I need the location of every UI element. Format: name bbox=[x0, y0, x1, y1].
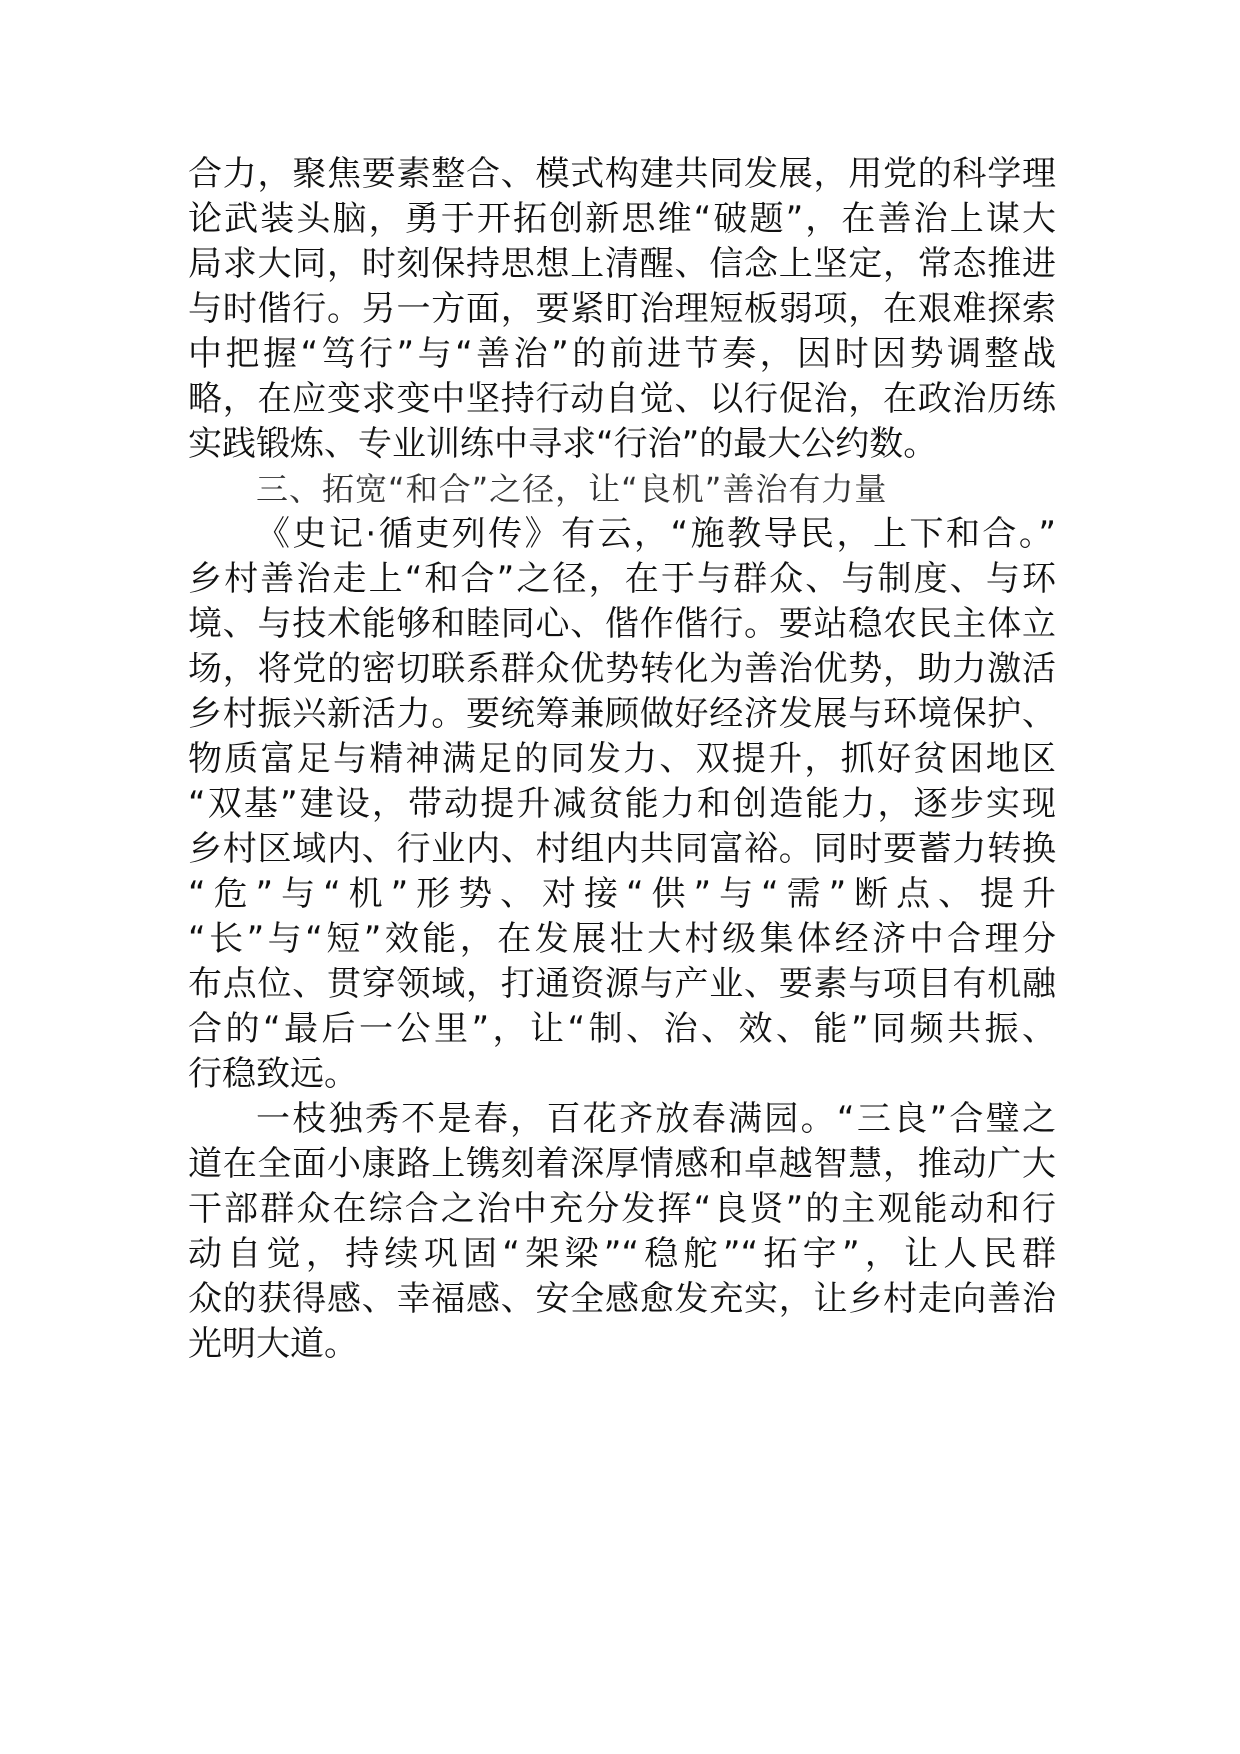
text-line: 略，在应变求变中坚持行动自觉、以行促治，在政治历练 bbox=[188, 379, 1056, 419]
text-line: 与时偕行。另一方面，要紧盯治理短板弱项，在艰难探索 bbox=[188, 289, 1056, 329]
text-line: 场，将党的密切联系群众优势转化为善治优势，助力激活 bbox=[188, 649, 1056, 689]
text-line: 干部群众在综合之治中充分发挥“良贤”的主观能动和行 bbox=[188, 1189, 1056, 1229]
text-line: 乡村善治走上“和合”之径，在于与群众、与制度、与环 bbox=[188, 559, 1056, 599]
text-line: “危”与“机”形势、对接“供”与“需”断点、提升 bbox=[188, 874, 1056, 914]
text-line: 布点位、贯穿领域，打通资源与产业、要素与项目有机融 bbox=[188, 964, 1056, 1004]
paragraph-hehe bbox=[188, 512, 1056, 1097]
text-line: 合力，聚焦要素整合、模式构建共同发展，用党的科学理 bbox=[188, 154, 1056, 194]
text-line: “长”与“短”效能，在发展壮大村级集体经济中合理分 bbox=[188, 919, 1056, 959]
text-line: 论武装头脑，勇于开拓创新思维“破题”，在善治上谋大 bbox=[188, 199, 1056, 239]
text-line: 物质富足与精神满足的同发力、双提升，抓好贫困地区 bbox=[188, 739, 1056, 779]
text-line: 动自觉，持续巩固“架梁”“稳舵”“拓宇”，让人民群 bbox=[188, 1234, 1056, 1274]
text-line: 道在全面小康路上镌刻着深厚情感和卓越智慧，推动广大 bbox=[188, 1144, 1056, 1184]
text-line: 乡村区域内、行业内、村组内共同富裕。同时要蓄力转换 bbox=[188, 829, 1056, 869]
text-line: 中把握“笃行”与“善治”的前进节奏，因时因势调整战 bbox=[188, 334, 1056, 374]
text-line: 众的获得感、幸福感、安全感愈发充实，让乡村走向善治 bbox=[188, 1279, 1056, 1319]
paragraph-conclusion bbox=[188, 1097, 1056, 1367]
text-line: 光明大道。 bbox=[188, 1324, 358, 1364]
text-line: 实践锻炼、专业训练中寻求“行治”的最大公约数。 bbox=[188, 424, 938, 464]
text-line: “双基”建设，带动提升减贫能力和创造能力，逐步实现 bbox=[188, 784, 1056, 824]
text-line: 局求大同，时刻保持思想上清醒、信念上坚定，常态推进 bbox=[188, 244, 1056, 284]
document-body bbox=[188, 152, 1056, 1367]
text-line: 乡村振兴新活力。要统筹兼顾做好经济发展与环境保护、 bbox=[188, 694, 1056, 734]
paragraph-continued bbox=[188, 152, 1056, 467]
text-line: 行稳致远。 bbox=[188, 1054, 358, 1094]
text-line: 《史记·循吏列传》有云，“施教导民，上下和合。” bbox=[256, 514, 1056, 554]
section-heading: 三、拓宽“和合”之径，让“良机”善治有力量 bbox=[256, 470, 888, 508]
text-line: 境、与技术能够和睦同心、偕作偕行。要站稳农民主体立 bbox=[188, 604, 1056, 644]
text-line: 合的“最后一公里”，让“制、治、效、能”同频共振、 bbox=[188, 1009, 1056, 1049]
text-line: 一枝独秀不是春，百花齐放春满园。“三良”合璧之 bbox=[256, 1099, 1056, 1139]
